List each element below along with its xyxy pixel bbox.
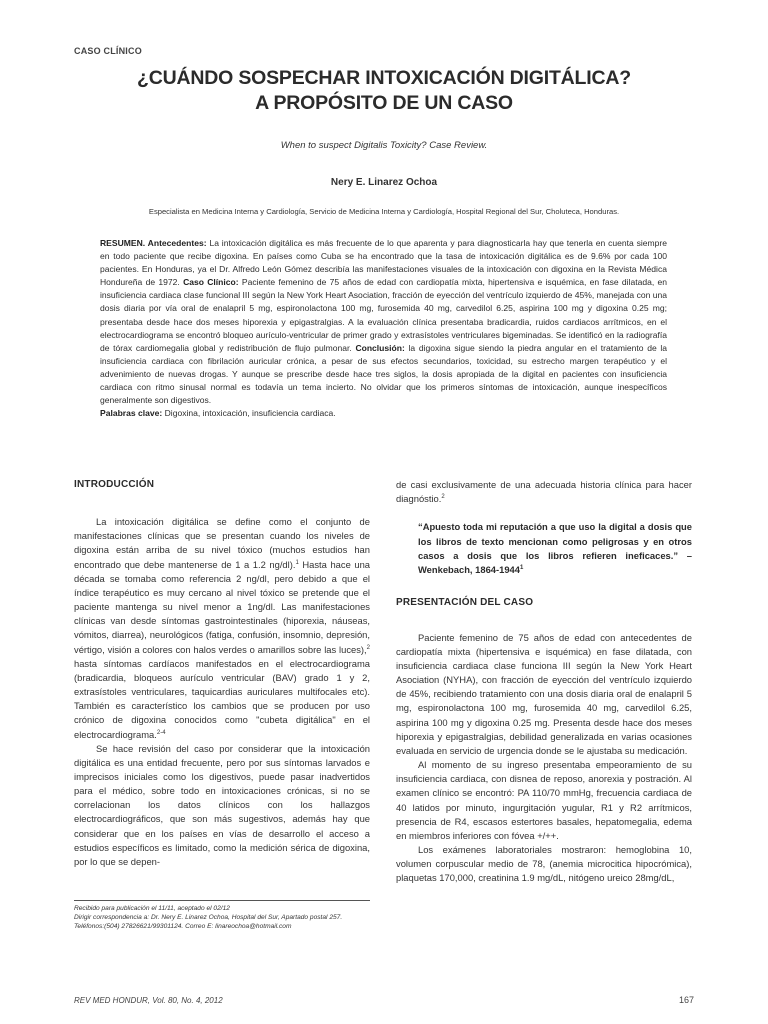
keywords — [100, 407, 667, 420]
case-paragraph-2: Al momento de su ingreso presentaba empeoramiento de su insuficiencia cardiaca, con disnea de reposo, anorexia y postración. Al examen clínico se encontró: PA 110/70 mmHg, frecuencia cardiaca de 40 latidos por minuto, ingurgitación yugular, R1 y R2 arrítmicos, presencia de R4, escasos estertores basales, hepatomegalia, edema en miembros inferiores con fóvea +/++. — [396, 759, 692, 841]
case-paragraph-1: Paciente femenino de 75 años de edad con antecedentes de cardiopatía mixta (hipertensiva e isquémica) en fase dilatada, con insuficiencia cardiaca clase funciona III según la New York Heart Asociation (NYHA), con fracción de eyección del ventrículo izquierdo de 45%, recibiendo tratamiento con una dosis diaria oral de enalapril 5 mg, espironolactona 100 mg, furosemida 40 mg, carvedilol 6.25, aspirina 100 mg y digoxina 0.25 mg. Presenta desde hace dos meses hiporexia y epigastralgias, debilidad generalizada en varias ocasiones evaluada en servicio de urgencia donde se le ajustaba su medicación. — [396, 631, 692, 756]
ref-superscript: 2-4 — [156, 729, 166, 736]
article-title — [74, 66, 694, 116]
conclusion-text: la digoxina sigue siendo la piedra angular en el tratamiento de la insuficiencia cardiaca con fibrilación auricular crónica, a pesar de sus efectos secundarios, toxicidad, su estrecho margen terapéutico y el advenimiento de nuevas drogas. Y aunque se prescribe desde hace tres siglos, la dosis apropiada de la digital en pacientes con insuficiencia cardiaca con ritmo sinusal normal es todavía un tema incierto. No olvidar que los primeros síntomas de intoxicación, aunque inespecíficos generalmente son digestivos. — [100, 342, 668, 406]
case-heading: PRESENTACIÓN DEL CASO — [396, 596, 534, 608]
wenkebach-quote: “Apuesto toda mi reputación a que uso la digital a dosis que los libros de texto mencionan como peligrosas y en otros casos a dosis que los libros refieren ineficaces.” –Wenkebach, 1864-1944$^1$ — [418, 521, 692, 576]
caso-clinico-label: Caso Clínico: — [183, 277, 239, 288]
intro-heading: INTRODUCCIÓN — [74, 479, 155, 490]
ref-superscript: 2 — [441, 494, 445, 501]
footnote — [74, 900, 370, 932]
keywords-text: Digoxina, intoxicación, insuficiencia cardiaca. — [164, 408, 336, 419]
left-column — [74, 478, 370, 869]
page-number: 167 — [678, 995, 694, 1005]
antecedentes-label: Antecedentes: — [147, 238, 207, 248]
section-label: CASO CLÍNICO — [74, 46, 142, 56]
intro-paragraph-2: Se hace revisión del caso por considerar que la intoxicación digitálica es una entidad frecuente, pero por sus síntomas larvados e imprecisos iniciales como los digestivos, puede pasar inadvertidos para el médico, sobre todo en intoxicaciones crónicas, si no se correlacionan los datos clínicos con los hallazgos electrocardiográficos, que son más sugestivos, además hay que considerar que en los países en vías de desarrollo el acceso a estudios específicos es limitado, como la medición sérica de digoxina, por lo que se depen- — [74, 742, 370, 867]
continued-text: de casi exclusivamente de una adecuada historia clínica para hacer diagnóstio.$^2$ — [396, 479, 692, 505]
antecedentes-text: La intoxicación digitálica es más frecuente de lo que aparenta y para diagnosticarla hay que tenerla en cuenta siempre en todo paciente que recibe digoxina. En países como Cuba se ha encontrado que la tasa de intoxicación digitálica es de 9.6% por cada 100 pacientes. En Honduras, ya el Dr. Alfredo León Gómez describía las manifestaciones visuales de la intoxicación con digoxina en la Revista Médica Hondureña de 1972. — [100, 238, 668, 288]
footnote-correspondence: Dirigir correspondencia a: Dr. Nery E. Linarez Ochoa, Hospital del Sur, Apartado postal 257. Teléfonos:(504) 27826621/99301124. Correo E: linareochoa@hotmail.com — [74, 914, 343, 931]
author-affiliation: Especialista en Medicina Interna y Cardiología, Servicio de Medicina Interna y Cardiología, Hospital Regional del Sur, Choluteca, Honduras. — [148, 207, 620, 216]
ref-superscript: 2 — [366, 644, 370, 651]
conclusion-label: Conclusión: — [355, 342, 405, 353]
keywords-label: Palabras clave: — [100, 408, 163, 419]
abstract — [100, 237, 667, 420]
title-line-1: ¿CUÁNDO SOSPECHAR INTOXICACIÓN DIGITÁLICA? — [137, 67, 631, 89]
english-subtitle: When to suspect Digitalis Toxicity? Case Review. — [280, 140, 488, 151]
title-line-2: A PROPÓSITO DE UN CASO — [255, 92, 513, 114]
abstract-body: RESUMEN. Antecedentes: La intoxicación digitálica es más frecuente de lo que aparenta y para diagnosticarla hay que tenerla en cuenta siempre en todo paciente que recibe digoxina. En países como Cuba se ha encontrado que la tasa de intoxicación digitálica es de 9.6% por cada 100 pacientes. En Honduras, ya el Dr. Alfredo León Gómez describía las manifestaciones visuales de la intoxicación con digoxina en la Revista Médica Hondureña de 1972. Caso Clínico: Paciente femenino de 75 años de edad con cardiopatía mixta, hipertensiva e isquémica, en fase dilatada, en insuficiencia cardiaca clase funcional III según la New York Heart Asociation, fracción de eyección del ventrículo izquierdo de 45%, manejada con una dosis diaria por vía oral de enalapril 5 mg, espironolactona 100 mg, furosemida 40 mg, carvedilol 6.25, aspirina 100 mg y digoxina 0.25 mg; presentaba desde hace dos meses hiporexia y epigastralgias. A la evaluación clínica presentaba bradicardia, ruidos cardiacos arrítmicos, en el electrocardiograma se encontró bloqueo aurículo-ventricular de primer grado y extrasístoles ventriculares bigeminadas. Se identificó en la radiografía de tórax cardiomegalia global y redistribución de flujo pulmonar. Conclusión: la digoxina sigue siendo la piedra angular en el tratamiento de la insuficiencia cardiaca con fibrilación auricular crónica, a pesar de sus efectos secundarios, toxicidad, su estrecho margen terapéutico y el advenimiento de nuevas drogas. Y aunque se prescribe desde hace tres siglos, la dosis apropiada de la digital en pacientes con insuficiencia cardiaca con ritmo sinusal normal es todavía un tema incierto. No olvidar que los primeros síntomas de intoxicación, aunque inespecíficos generalmente son digestivos. — [100, 238, 668, 406]
author-name: Nery E. Linarez Ochoa — [330, 177, 438, 188]
right-column — [396, 478, 692, 885]
ref-superscript: 1 — [295, 559, 299, 566]
caso-clinico-text: Paciente femenino de 75 años de edad con cardiopatía mixta, hipertensiva e isquémica, en fase dilatada, en insuficiencia cardiaca clase funcional III según la New York Heart Asociation, fracción de eyección del ventrículo izquierdo de 45%, manejada con una dosis diaria por vía oral de enalapril 5 mg, espironolactona 100 mg, furosemida 40 mg, carvedilol 6.25, aspirina 100 mg y digoxina 0.25 mg; presentaba desde hace dos meses hiporexia y epigastralgias. A la evaluación clínica presentaba bradicardia, ruidos cardiacos arrítmicos, en el electrocardiograma se encontró bloqueo aurículo-ventricular de primer grado y extrasístoles ventriculares bigeminadas. Se identificó en la radiografía de tórax cardiomegalia global y redistribución de flujo pulmonar. — [100, 277, 668, 353]
intro-paragraph-1: La intoxicación digitálica se define como el conjunto de manifestaciones clínicas que se presentan cuando los niveles de digoxina están arriba de su nivel tóxico (muchos estudios han encontrado que debe mantenerse de 1 a 1.2 ng/dl).$^1$ Hasta hace una década se tomaba como referencia 2 ng/dl, pero debido a que el índice terapéutico es muy cercano al nivel tóxico se pretende que el paciente mantenga su nivel menor a 1ng/dl. Las manifestaciones clínicas van desde síntomas gastrointestinales (hiporexia, náuseas, vómitos, diarrea), neurológicos (fatiga, confusión, insomnio, depresión, vértigo, visión a colores con halos verdes o amarillos sobre las luces),$^2$ hasta síntomas cardíacos manifestados en el electrocardiograma (bradicardia, bloqueos aurículo ventricular (BAV) grado 1 y 2, extrasístoles ventriculares, taquicardias auriculares multifocales etc). También es característico los cambios que se producen por uso crónico de digoxina conocidos como "cubeta digitálica" en el electrocardiograma.$^{2-4}$ — [74, 516, 370, 740]
resumen-label: RESUMEN — [100, 238, 143, 248]
journal-citation: REV MED HONDUR, Vol. 80, No. 4, 2012 — [74, 996, 223, 1005]
ref-superscript: 1 — [519, 565, 524, 572]
footnote-received: Recibido para publicación el 11/11, aceptado el 02/12 — [74, 905, 230, 912]
case-paragraph-3: Los exámenes laboratoriales mostraron: hemoglobina 10, volumen corpuscular medio de 78, (anemia microcitica hipocrómica), plaquetas 170,000, creatinina 1.9 mg/dL, nitógeno ureico 28mg/dL, — [396, 844, 692, 884]
